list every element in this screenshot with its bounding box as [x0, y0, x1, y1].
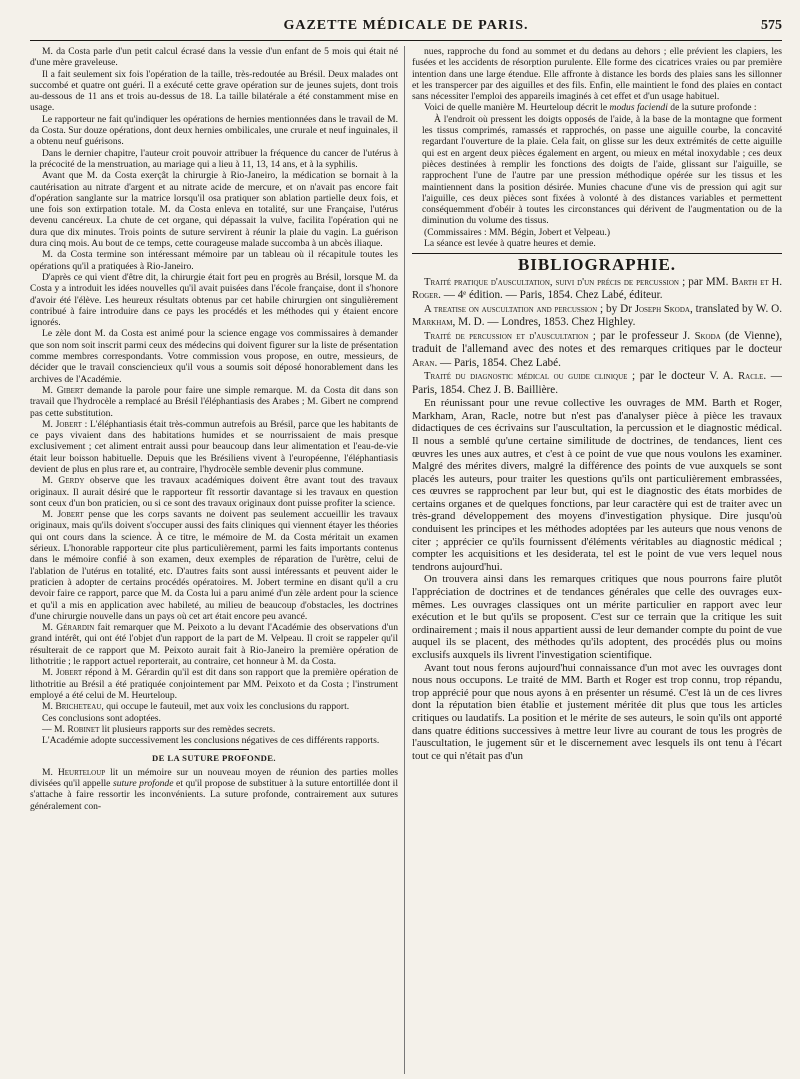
- author-name: Barth et H. Roger: [412, 276, 782, 302]
- speaker-name: M. Jobert: [42, 418, 82, 430]
- speaker-name: M. Jobert: [42, 667, 83, 679]
- entry-text: ; par le professeur J.: [588, 329, 695, 342]
- paragraph: [412, 102, 782, 113]
- entry-text: ; par MM.: [678, 275, 732, 288]
- paragraph: D'après ce qui vient d'être dit, la chirurgie était fort peu en progrès au Brésil, lorsque M. da Costa y a introduit les idées nouvelles qu'il avait puisées dans l'école française, dont il s'honore d'avoir été l'élève. Les heureux résultats obtenus par cet habile chirurgien ont singulièrement contribué à faire introduire dans ce pays les procédés et les méthodes qui y étaient encore ignorés.: [30, 271, 398, 329]
- author-name: Skoda: [694, 330, 721, 342]
- paragraph: (Commissaires : MM. Bégin, Jobert et Velpeau.): [424, 226, 611, 238]
- speaker-name: M. Gibert: [42, 384, 84, 396]
- paragraph: M. da Costa parle d'un petit calcul écrasé dans la vessie d'un enfant de 5 mois qui était né d'une mère graveleuse.: [30, 46, 398, 69]
- entry-text: ; par le docteur V. A.: [627, 370, 739, 383]
- book-title: Traité pratique d'auscultation, suivi d'un précis de percussion: [424, 276, 679, 288]
- entry-text: . — Paris, 1854. Chez Labé.: [434, 356, 561, 369]
- paragraph-text: , qui occupe le fauteuil, met aux voix les conclusions du rapport.: [101, 701, 350, 713]
- bibliography-entry: [412, 330, 782, 371]
- paragraph: [30, 509, 398, 622]
- bibliography-entry: [412, 303, 782, 330]
- paragraph: [30, 701, 398, 712]
- paragraph-text: fait remarquer que M. Peixoto a lu devant l'Académie des observations d'un grand intérêt, qui ont été l'objet d'un rapport de la part de M. Velpeau. Il croit se rappeler qu'il résulterait de ce rapport que M. Peixoto aurait fait à Rio-Janeiro la première opération de lithotritie ; le rapport actuel reporterait, au contraire, cet honneur à M. da Costa.: [30, 622, 398, 668]
- paragraph: Le zèle dont M. da Costa est animé pour la science engage vos commissaires à demander que son nom soit inscrit parmi ceux des médecins qui doivent figurer sur la liste de présentation comme membres correspondants. Votre commission vous propose, en outre, messieurs, de décider que le travail consciencieux qu'il vous a soumis soit déposé honorablement dans les archives de l'Académie.: [30, 328, 398, 385]
- left-column: [30, 46, 398, 1076]
- column-separator: [404, 46, 405, 1074]
- speaker-name: M. Jobert: [42, 509, 84, 521]
- right-column: [412, 46, 782, 1076]
- paragraph: [30, 385, 398, 419]
- paragraph: [30, 667, 398, 701]
- paragraph-text: observe que les travaux académiques doivent être avant tout des travaux originaux. Il aurait désiré que le rapporteur fît ressortir davantage si les travaux en question sont ceux d'un bon praticien, ou si ce sont des travaux originaux dont puisse profiter la science.: [30, 475, 398, 509]
- paragraph-text: demande la parole pour faire une simple remarque. M. da Costa dit dans son travail que l'hydrocèle a remplacé au Brésil l'éléphantiasis des Arabes ; M. Gibert ne comprend pas cette substitution.: [30, 384, 398, 419]
- paragraph-text: lit un mémoire sur un nouveau moyen de réunion des parties molles divisées qu'il appelle: [30, 766, 398, 789]
- entry-text: . — 4ᵉ édition. — Paris, 1854. Chez Labé, éditeur.: [438, 289, 663, 302]
- translator-name: Aran: [412, 357, 435, 369]
- page-header: [30, 18, 782, 40]
- paragraph-text: lit plusieurs rapports sur des remèdes secrets.: [99, 723, 276, 735]
- header-rule: [30, 40, 782, 41]
- book-title: Traité du diagnostic médical ou guide clinique: [424, 371, 628, 383]
- speaker-name: — M. Robinet: [42, 723, 100, 735]
- review-body: [412, 397, 782, 762]
- speaker-name: M. Heurteloup: [42, 766, 106, 778]
- paragraph: [30, 475, 398, 509]
- paragraph: Dans le dernier chapitre, l'auteur croit pouvoir attribuer la fréquence du cancer de l'utérus à la précocité de la menstruation, au mariage qui a lieu à 11, 13, 14 ans, et à la syphilis.: [30, 147, 398, 170]
- paragraph-text: de la suture profonde :: [667, 102, 757, 114]
- section-subheading: DE LA SUTURE PROFONDE.: [30, 749, 398, 764]
- bibliography-entry: [412, 276, 782, 303]
- paragraph: [30, 767, 398, 812]
- page-number: 575: [761, 18, 782, 33]
- paragraph-text: : L'éléphantiasis était très-commun autrefois au Brésil, parce que les habitants de ce pays vivaient dans des habitations humides et se nourrissaient de mais presque exclusivement ; cet aliment entrait aussi pour beaucoup dans leur alimentation et l'eau-de-vie était leur boisson habituelle. Depuis que les Brésiliens vivent à l'européenne, l'éléphantiasis devient de plus en plus rare et, au contraire, l'hydrocèle semble devenir plus commune.: [30, 418, 398, 475]
- entry-text: , M. D. — Londres, 1853. Chez Highley.: [452, 316, 636, 329]
- paragraph: Ces conclusions sont adoptées.: [42, 712, 161, 724]
- translator-name: Markham: [412, 317, 453, 329]
- paragraph: En réunissant pour une revue collective les ouvrages de MM. Barth et Roger, Markham, Aran, Racle, notre but n'est pas d'analyser pièce à pièce les travaux didactiques de ces écrivains sur l'auscultation, la percussion et le diagnostic médical. Il nous a semblé qu'une certaine similitude de doctrines, de tendances, lient ces œuvres les unes aux autres, et c'est à ce point de vue que nous voulons les examiner. Malgré des mérites divers, malgré la différence des points de vue auxquels se sont placés les auteurs, pour traiter les questions qu'ils ont particulièrement embrassées, ces œuvres se rapprochent par leur but, qui est le diagnostic des états morbides de certains organes et de quelques fonctions, par leur caractère qui est de traiter avec un très-grand développement des moyens d'investigation physique. Dire jusqu'où conduisent les principes et les méthodes adoptées par les auteurs que nous venons de citer ; apprécier ce qu'ils fournissent d'éléments véritables au diagnostic médical ; compter les acquisitions et les desiderata, tel est le point de vue vers lequel nous tendrons aujourd'hui.: [412, 397, 782, 573]
- book-title: Traité de percussion et d'auscultation: [424, 330, 589, 342]
- entry-text: , translated by W. O.: [689, 302, 782, 315]
- paragraph: nues, rapproche du fond au sommet et du dedans au dehors ; elle prévient les clapiers, les fusées et les accidents de résorption purulente. Elle forme des cicatrices vraies ou par première intention dans une large étendue. Elle affronte à distance les bords des plaies sans les sillonner et les transpercer par des aiguilles et des fils. Enfin, elle maintient le fond des plaies en contact sans nécessiter l'emploi des appareils imaginés à cet effet et d'un usage habituel.: [412, 46, 782, 103]
- paragraph-text: et qu'il propose de substituer à la suture entortillée dont il s'attache à faire ressortir les inconvénients. La suture profonde, contrairement aux sutures généralement con-: [30, 778, 398, 812]
- entry-text: (de Vienne), traduit de l'allemand avec des notes et des remarques critiques par le docteur: [412, 329, 782, 356]
- paragraph: Avant que M. da Costa exerçât la chirurgie à Rio-Janeiro, la médication se bornait à la cautérisation au nitrate d'argent et au nitrate acide de mercure, et on n'avait pas encore fait d'opération sanglante sur la matrice lorsqu'il osa pratiquer son ablation partielle deux fois, et une fois son extirpation totale. M. da Costa enleva en totalité, sur une Française, l'utérus devenu cancéreux. La chute de cet organe, qui dépassait la vulve, facilita l'opération qui ne dura que dix minutes. Trois points de suture servirent à réunir la plaie du vagin. La guérison dura cinq mois. Au bout de ce temps, cette courageuse malade succomba à un abcès iliaque.: [30, 170, 398, 250]
- journal-title: GAZETTE MÉDICALE DE PARIS.: [283, 18, 529, 33]
- paragraph: On trouvera ainsi dans les remarques critiques que nous pourrons faire plutôt l'appréciation de doctrines et de tendances générales que celle des ouvrages eux-mêmes. Les ouvrages classiques ont un mérite particulier en rapport avec leur exécution et le but qu'ils se proposent. C'est sur ce terrain que la critique les suit ordinairement ; mais il nous appartient aussi de leur demander compte du point de vue auquel ils se placent, des méthodes qu'ils adoptent, des procédés plus ou moins exclusifs auxquels ils livrent l'investigation scientifique.: [412, 573, 782, 662]
- book-title: A treatise on auscultation and percussion: [424, 303, 598, 315]
- paragraph-text: pense que les corps savants ne doivent pas seulement accueillir les travaux originaux, mais qu'ils doivent s'occuper aussi des faits cliniques qui viennent étayer les théories qui ont cours dans la science. À ce titre, le mémoire de M. da Costa méritait un examen sérieux. L'honorable rapporteur cite plus particulièrement, parmi les faits importants contenus dans le mémoire confié à son examen, deux exemples de réparation de l'urètre, celui de l'ablation de l'utérus en totalité, etc. D'autres faits sont aussi intéressants et peuvent aider le praticien à adopter de certains procédés opératoires. M. Jobert termine en disant qu'il a cru devoir faire ce rapport, parce que M. da Costa lui a paru animé d'un zèle ardent pour la science et qu'il a mis en application avec habileté, au milieu de beaucoup d'obstacles, les doctrines d'une chirurgie nouvelle dans un pays où cet art était encore peu avancé.: [30, 509, 398, 622]
- quoted-description: À l'endroit où pressent les doigts opposés de l'aide, à la base de la montagne que forment les tissus comprimés, ramassés et rapprochés, on passe une aiguille courbe, la concavité regardant l'ouverture de la plaie. Cela fait, on glisse sur les deux extrémités de cette aiguille qui est en argent deux pièces également en argent, ou mieux en métal inoxydable ; ces deux pièces destinées à remplir les fonctions des doigts de l'aide, glissant sur l'aiguille, se rapprochent l'une de l'autre par une pression méthodique opérée sur les tissus et les maintiennent dans la position désirée. Munies chacune d'une vis de pression qui agit sur l'aiguille, ces deux pièces sont fixées à volonté à des distances variables et permettent conséquemment d'obéir à toutes les circonstances qui dérivent de l'augmentation ou de la diminution du volume des tissus.: [422, 113, 782, 227]
- bibliography-heading: BIBLIOGRAPHIE.: [517, 255, 677, 275]
- entry-text: . — Paris, 1854. Chez J. B. Baillière.: [412, 370, 782, 396]
- bibliography-entry: [412, 370, 782, 397]
- author-name: Joseph Skoda: [634, 303, 690, 315]
- paragraph-text: répond à M. Gérardin qu'il est dit dans son rapport que la première opération de lithotritie au Brésil a été pratiquée conjointement par MM. Peixoto et da Costa ; l'instrument employé a été celui de M. Heurteloup.: [30, 667, 398, 701]
- speaker-name: M. Gerdy: [42, 475, 85, 487]
- paragraph: [30, 419, 398, 475]
- entry-text: ; by Dr: [597, 302, 635, 315]
- paragraph: Il a fait seulement six fois l'opération de la taille, très-redoutée au Brésil. Deux malades ont succombé et quatre ont guéri. Il a exécuté cette grave opération sur de jeunes sujets, dont trois au-dessous de 11 ans et trois au-dessus de 18. La taille bilatérale a été constamment mise en usage.: [30, 68, 398, 114]
- emphasis-text: suture profonde: [112, 778, 174, 789]
- paragraph: M. da Costa termine son intéressant mémoire par un tableau où il récapitule toutes les opérations qu'il a pratiquées à Rio-Janeiro.: [30, 249, 398, 272]
- paragraph-text: Voici de quelle manière M. Heurteloup décrit le: [424, 102, 610, 114]
- paragraph: La séance est levée à quatre heures et demie.: [424, 238, 596, 250]
- paragraph: [30, 724, 398, 735]
- paragraph: [30, 622, 398, 667]
- author-name: Racle: [738, 371, 764, 383]
- paragraph: L'Académie adopte successivement les conclusions négatives de ces différents rapports.: [42, 735, 380, 747]
- emphasis-text: modus faciendi: [609, 102, 668, 114]
- speaker-name: M. Gérardin: [42, 622, 95, 634]
- paragraph: Le rapporteur ne fait qu'indiquer les opérations de hernies mentionnées dans le travail de M. da Costa. Sur douze opérations, dont deux hernies ombilicales, une crurale et neuf inguinales, il a obtenu neuf guérisons.: [30, 113, 398, 148]
- speaker-name: M. Bricheteau: [42, 701, 102, 713]
- section-rule: [412, 253, 782, 254]
- paragraph: Avant tout nous ferons aujourd'hui connaissance d'un mot avec les ouvrages dont nous nous occupons. Le traité de MM. Barth et Roger est trop connu, trop répandu, trop apprécié pour que nous ayons à en présenter un résumé. C'est là un de ces livres dont la réputation bien établie et justement méritée dit plus que tous les articles critiques ou laudatifs. La position et le mérite de ses auteurs, le soin qu'ils ont apporté dans quatre éditions successives à mettre leur livre au courant de tous les progrès de l'auscultation, le jugement sûr et le discernement avec lesquels ils ont tenu à l'écart tout ce qui n'était pas d'un: [412, 661, 782, 762]
